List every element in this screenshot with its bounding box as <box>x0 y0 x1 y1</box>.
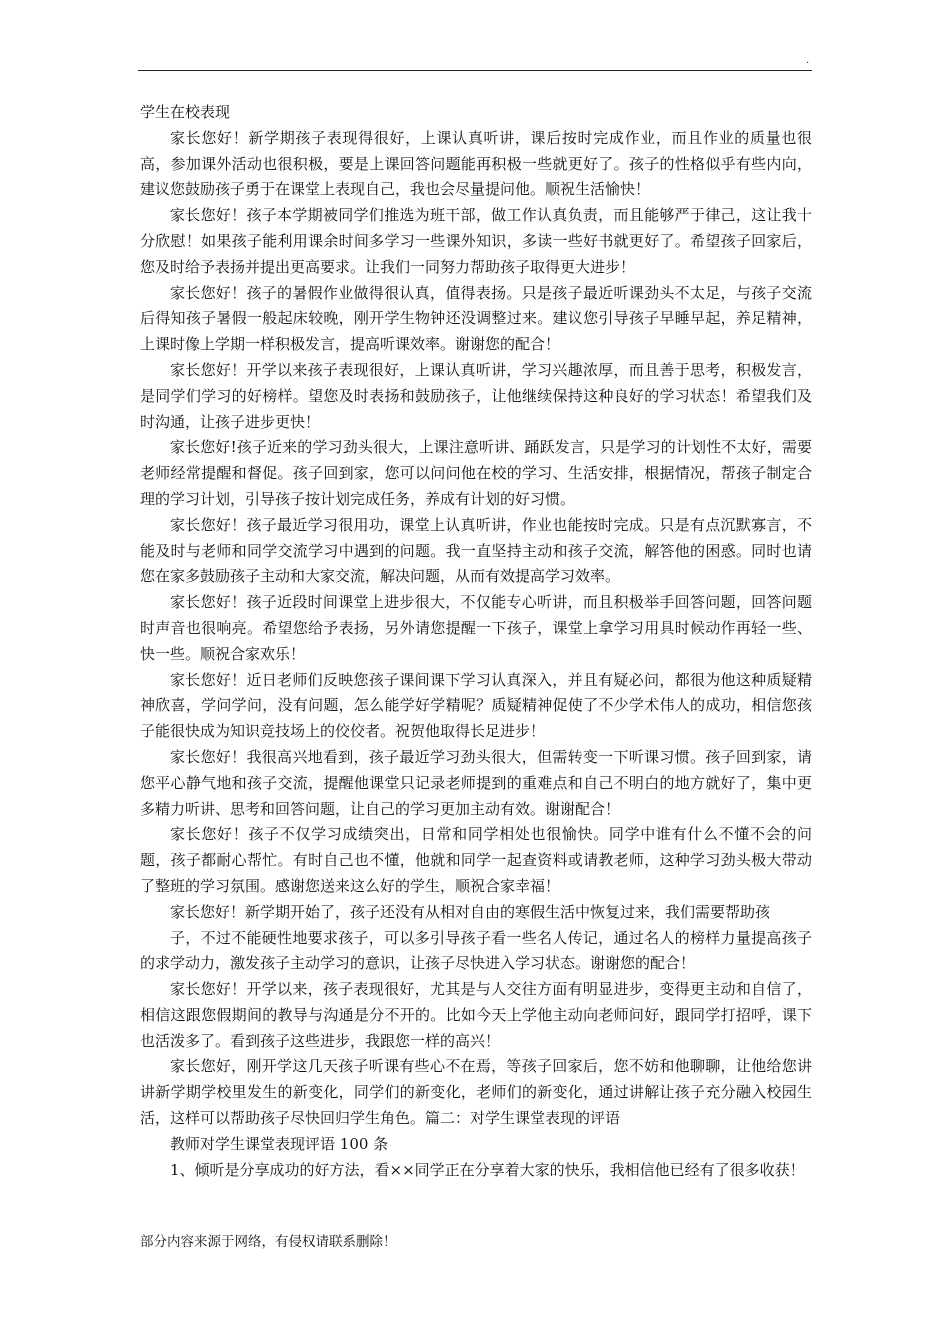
paragraph: 家长您好！近日老师们反映您孩子课间课下学习认真深入，并且有疑必问，都很为他这种质疑精神欣喜，学问学问，没有问题，怎么能学好学精呢？质疑精神促使了不少学术伟人的成功，相信您孩子能很快成为知识竞技场上的佼佼者。祝贺他取得长足进步！ <box>140 670 812 741</box>
paragraph: 子，不过不能硬性地要求孩子，可以多引导孩子看一些名人传记，通过名人的榜样力量提高孩子的求学动力，激发孩子主动学习的意识，让孩子尽快进入学习状态。谢谢您的配合！ <box>140 928 812 973</box>
paragraph: 家长您好！新学期孩子表现得很好，上课认真听讲，课后按时完成作业，而且作业的质量也很高，参加课外活动也很积极，要是上课回答问题能再积极一些就更好了。孩子的性格似乎有些内向，建议您鼓励孩子勇于在课堂上表现自己，我也会尽量提问他。顺祝生活愉快！ <box>140 128 812 199</box>
paragraph: 家长您好！孩子最近学习很用功，课堂上认真听讲，作业也能按时完成。只是有点沉默寡言，不能及时与老师和同学交流学习中遇到的问题。我一直坚持主动和孩子交流，解答他的困惑。同时也请您在家多鼓励孩子主动和大家交流，解决问题，从而有效提高学习效率。 <box>140 515 812 586</box>
section-heading: 教师对学生课堂表现评语 100 条 <box>170 1134 389 1153</box>
list-item: 1、倾听是分享成功的好方法，看××同学正在分享着大家的快乐，我相信他已经有了很多收获！ <box>170 1160 805 1179</box>
paragraph: 家长您好，刚开学这几天孩子听课有些心不在焉，等孩子回家后，您不妨和他聊聊，让他给您讲讲新学期学校里发生的新变化，同学们的新变化，老师们的新变化，通过讲解让孩子充分融入校园生活，这样可以帮助孩子尽快回归学生角色。篇二：对学生课堂表现的评语 <box>140 1057 812 1128</box>
document-body <box>140 100 812 1183</box>
document-title: 学生在校表现 <box>140 103 231 121</box>
paragraph: 家长您好！新学期开始了，孩子还没有从相对自由的寒假生活中恢复过来，我们需要帮助孩 <box>170 902 771 921</box>
paragraph: 家长您好！孩子本学期被同学们推选为班干部，做工作认真负责，而且能够严于律己，这让我十分欣慰！如果孩子能利用课余时间多学习一些课外知识，多读一些好书就更好了。希望孩子回家后，您及时给予表扬并提出更高要求。让我们一同努力帮助孩子取得更大进步！ <box>140 206 812 276</box>
header-rule <box>138 70 812 71</box>
paragraph: 家长您好！孩子的暑假作业做得很认真，值得表扬。只是孩子最近听课劲头不太足，与孩子交流后得知孩子暑假一般起床较晚，刚开学生物钟还没调整过来。建议您引导孩子早睡早起，养足精神，上课时像上学期一样积极发言，提高听课效率。谢谢您的配合！ <box>140 283 812 354</box>
paragraph: 家长您好!孩子近来的学习劲头很大，上课注意听讲、踊跃发言，只是学习的计划性不太好，需要老师经常提醒和督促。孩子回到家，您可以问问他在校的学习、生活安排，根据情况，帮孩子制定合理的学习计划，引导孩子按计划完成任务，养成有计划的好习惯。 <box>140 438 812 508</box>
paragraph: 家长您好！我很高兴地看到，孩子最近学习劲头很大，但需转变一下听课习惯。孩子回到家，请您平心静气地和孩子交流，提醒他课堂只记录老师提到的重难点和自己不明白的地方就好了，集中更多精力听讲、思考和回答问题，让自己的学习更加主动有效。谢谢配合！ <box>140 747 812 818</box>
paragraph: 家长您好！孩子不仅学习成绩突出，日常和同学相处也很愉快。同学中谁有什么不懂不会的问题，孩子都耐心帮忙。有时自己也不懂，他就和同学一起查资料或请教老师，这种学习劲头极大带动了整班的学习氛围。感谢您送来这么好的学生，顺祝合家幸福！ <box>140 825 812 895</box>
paragraph: 家长您好！开学以来，孩子表现很好，尤其是与人交往方面有明显进步，变得更主动和自信了，相信这跟您假期间的教导与沟通是分不开的。比如今天上学他主动向老师问好，跟同学打招呼，课下也活泼多了。看到孩子这些进步，我跟您一样的高兴！ <box>140 980 812 1050</box>
paragraph: 家长您好！孩子近段时间课堂上进步很大，不仅能专心听讲，而且积极举手回答问题，回答问题时声音也很响亮。希望您给予表扬，另外请您提醒一下孩子，课堂上拿学习用具时候动作再轻一些、快一些。顺祝合家欢乐！ <box>140 593 812 663</box>
header-mark: . <box>806 55 810 66</box>
paragraph: 家长您好！开学以来孩子表现很好，上课认真听讲，学习兴趣浓厚，而且善于思考，积极发言，是同学们学习的好榜样。望您及时表扬和鼓励孩子，让他继续保持这种良好的学习状态！希望我们及时沟通，让孩子进步更快！ <box>140 360 812 431</box>
footer-note: 部分内容来源于网络，有侵权请联系删除！ <box>140 1234 397 1250</box>
